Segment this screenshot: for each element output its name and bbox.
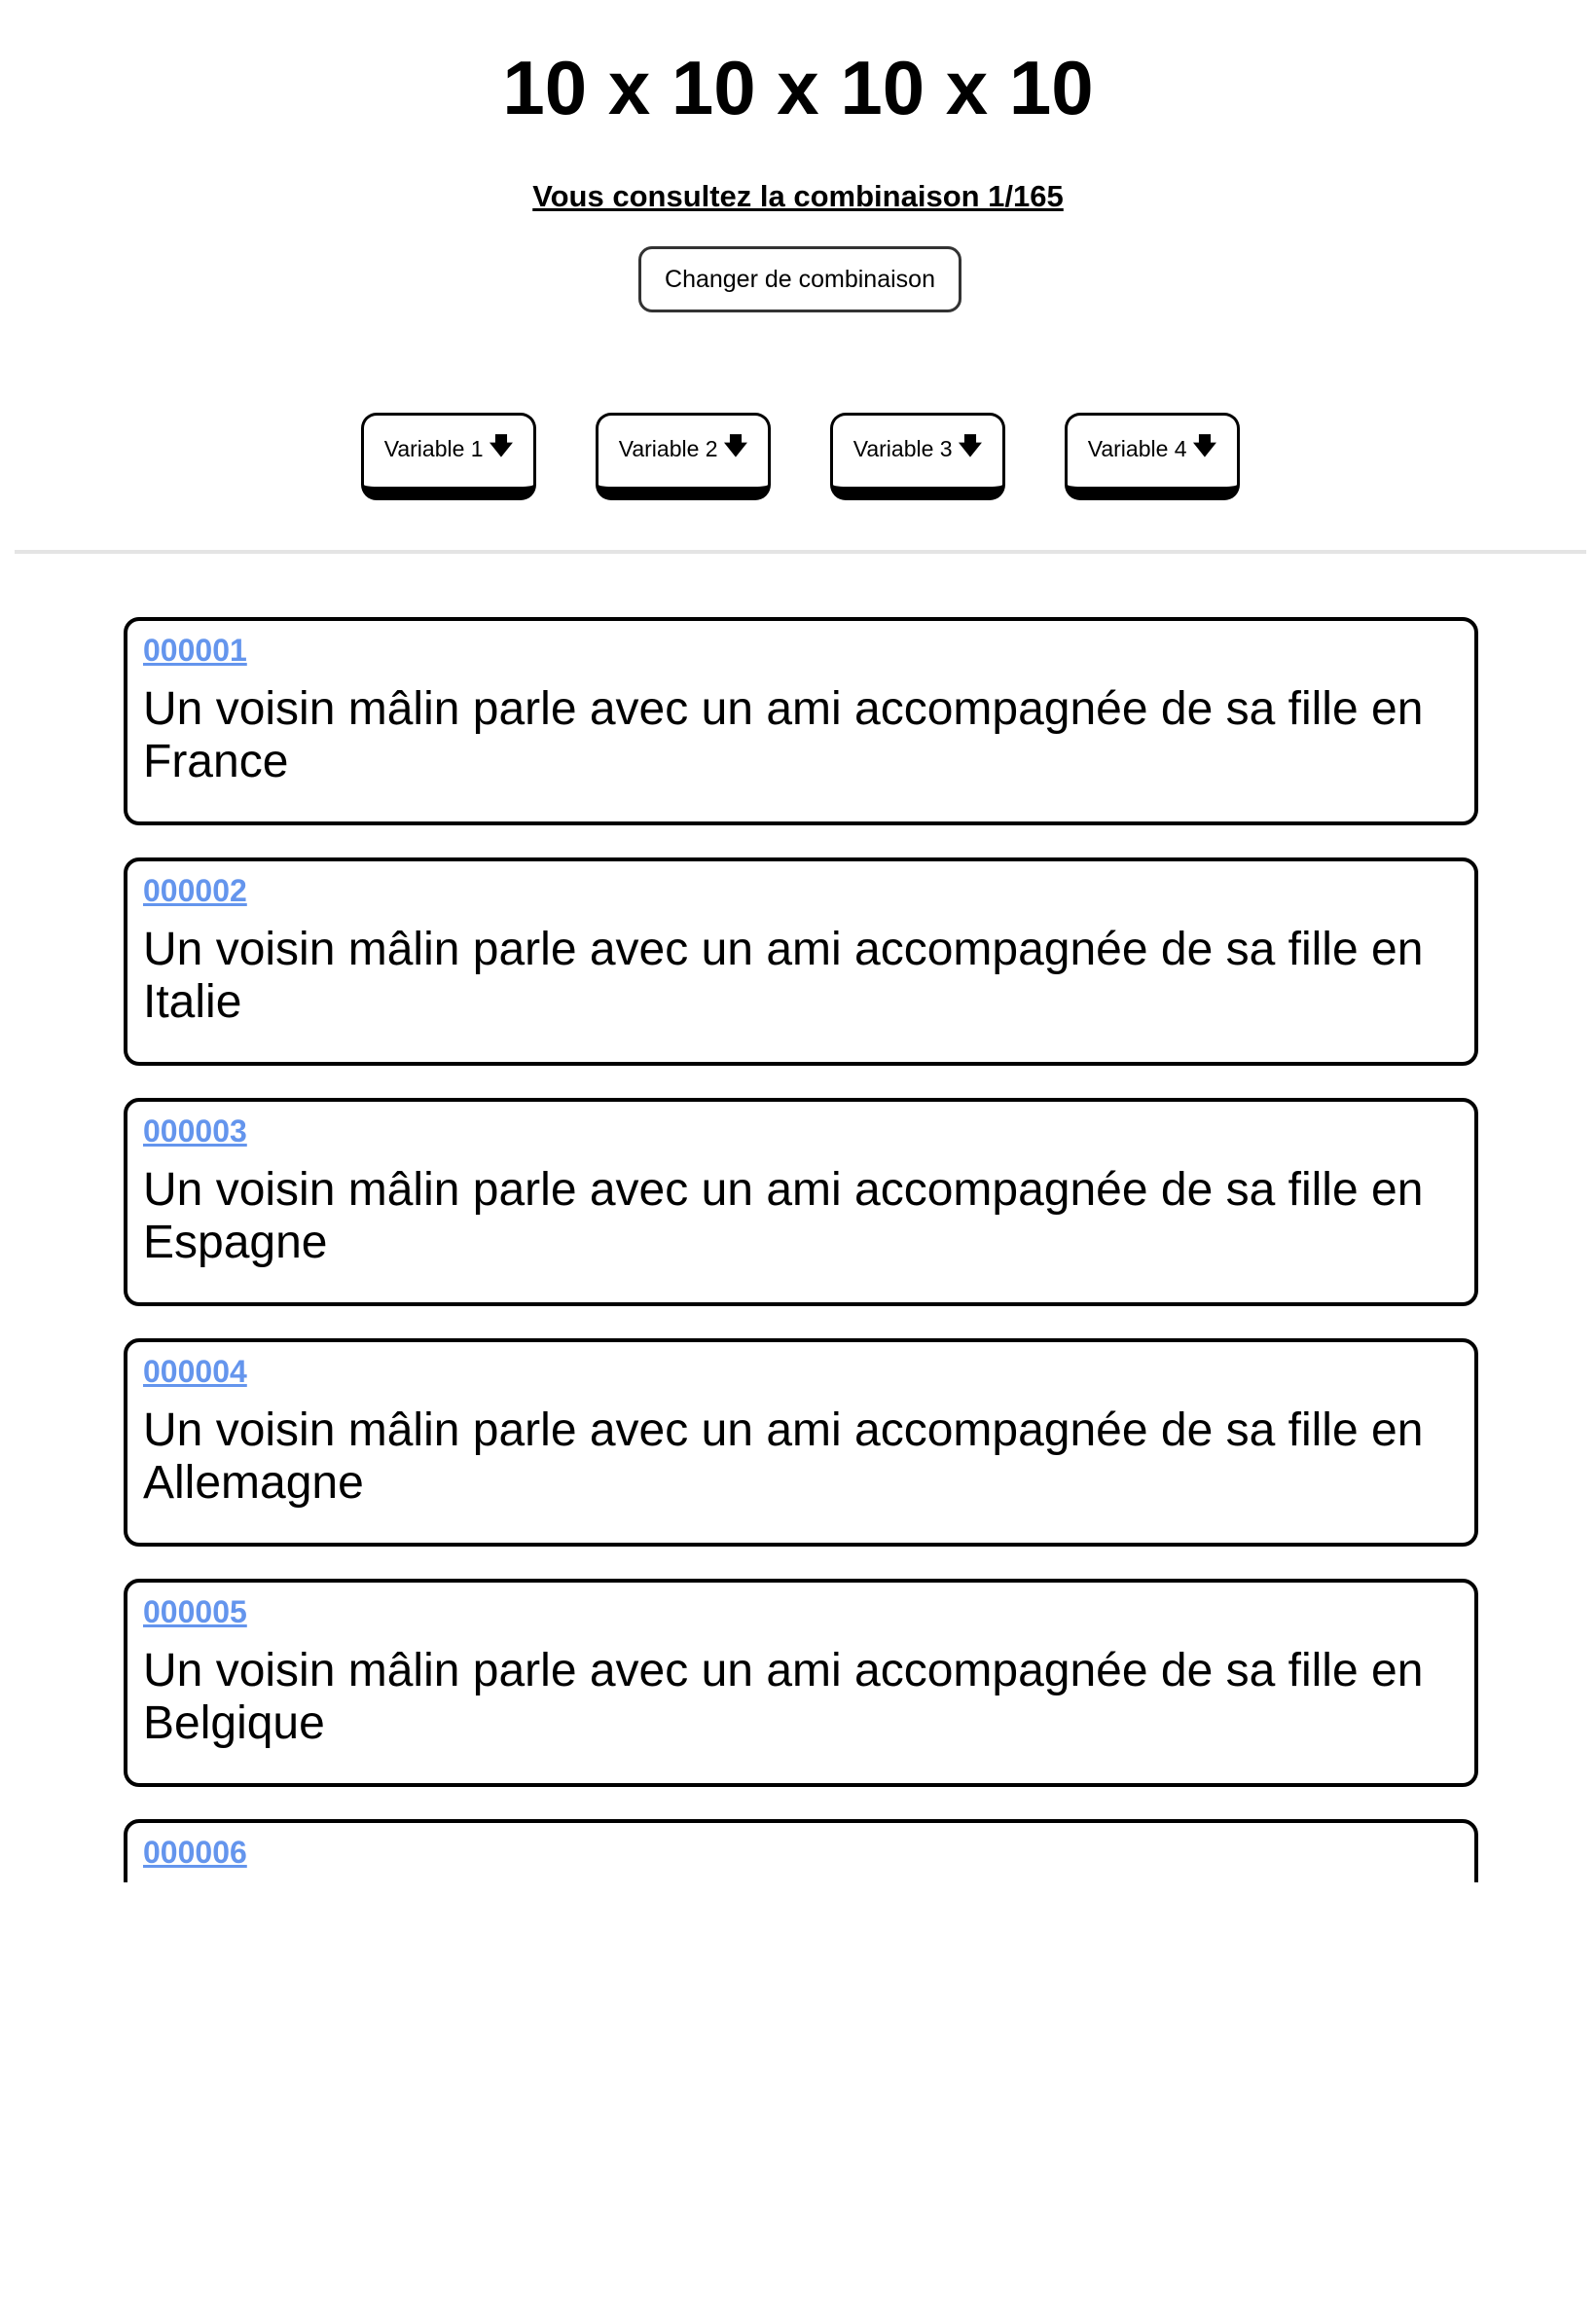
result-text: Un voisin mâlin parle avec un ami accompagnée de sa fille en France bbox=[143, 683, 1424, 787]
arrow-down-icon: 🡇 bbox=[489, 433, 514, 459]
result-card bbox=[124, 857, 1478, 1066]
result-card bbox=[124, 1098, 1478, 1306]
variable-buttons bbox=[0, 413, 1596, 502]
arrow-down-icon: 🡇 bbox=[1192, 433, 1217, 459]
result-text: Un voisin mâlin parle avec un ami accompagnée de sa fille en Espagne bbox=[143, 1164, 1424, 1268]
result-text: Un voisin mâlin parle avec un ami accompagnée de sa fille en Belgique bbox=[143, 1645, 1424, 1749]
variable-4-button[interactable] bbox=[1065, 413, 1240, 500]
page-title: 10 x 10 x 10 x 10 bbox=[502, 45, 1094, 130]
result-card bbox=[124, 617, 1478, 825]
result-id-link[interactable]: 000001 bbox=[143, 633, 247, 668]
result-text: Un voisin mâlin parle avec un ami accompagnée de sa fille en Allemagne bbox=[143, 1404, 1424, 1509]
result-id-link[interactable]: 000003 bbox=[143, 1113, 247, 1148]
result-id-link[interactable]: 000002 bbox=[143, 873, 247, 908]
results-list[interactable] bbox=[124, 617, 1478, 1882]
result-id-link[interactable]: 000004 bbox=[143, 1354, 247, 1389]
result-text: Un voisin mâlin parle avec un ami accompagnée de sa fille en Italie bbox=[143, 924, 1424, 1028]
result-card bbox=[124, 1819, 1478, 1882]
variable-label: Variable 4 bbox=[1087, 436, 1187, 461]
divider bbox=[15, 550, 1586, 554]
variable-label: Variable 1 bbox=[383, 436, 484, 461]
variable-3-button[interactable] bbox=[830, 413, 1005, 500]
arrow-down-icon: 🡇 bbox=[958, 433, 983, 459]
variable-2-button[interactable] bbox=[596, 413, 771, 500]
result-card bbox=[124, 1338, 1478, 1547]
result-id-link[interactable]: 000005 bbox=[143, 1594, 247, 1629]
variable-label: Variable 3 bbox=[852, 436, 953, 461]
result-card bbox=[124, 1579, 1478, 1787]
change-combination-button[interactable]: Changer de combinaison bbox=[638, 246, 961, 312]
combination-indicator: Vous consultez la combinaison 1/165 bbox=[532, 179, 1064, 213]
variable-label: Variable 2 bbox=[618, 436, 718, 461]
arrow-down-icon: 🡇 bbox=[723, 433, 748, 459]
variable-1-button[interactable] bbox=[361, 413, 536, 500]
result-id-link[interactable]: 000006 bbox=[143, 1835, 247, 1870]
